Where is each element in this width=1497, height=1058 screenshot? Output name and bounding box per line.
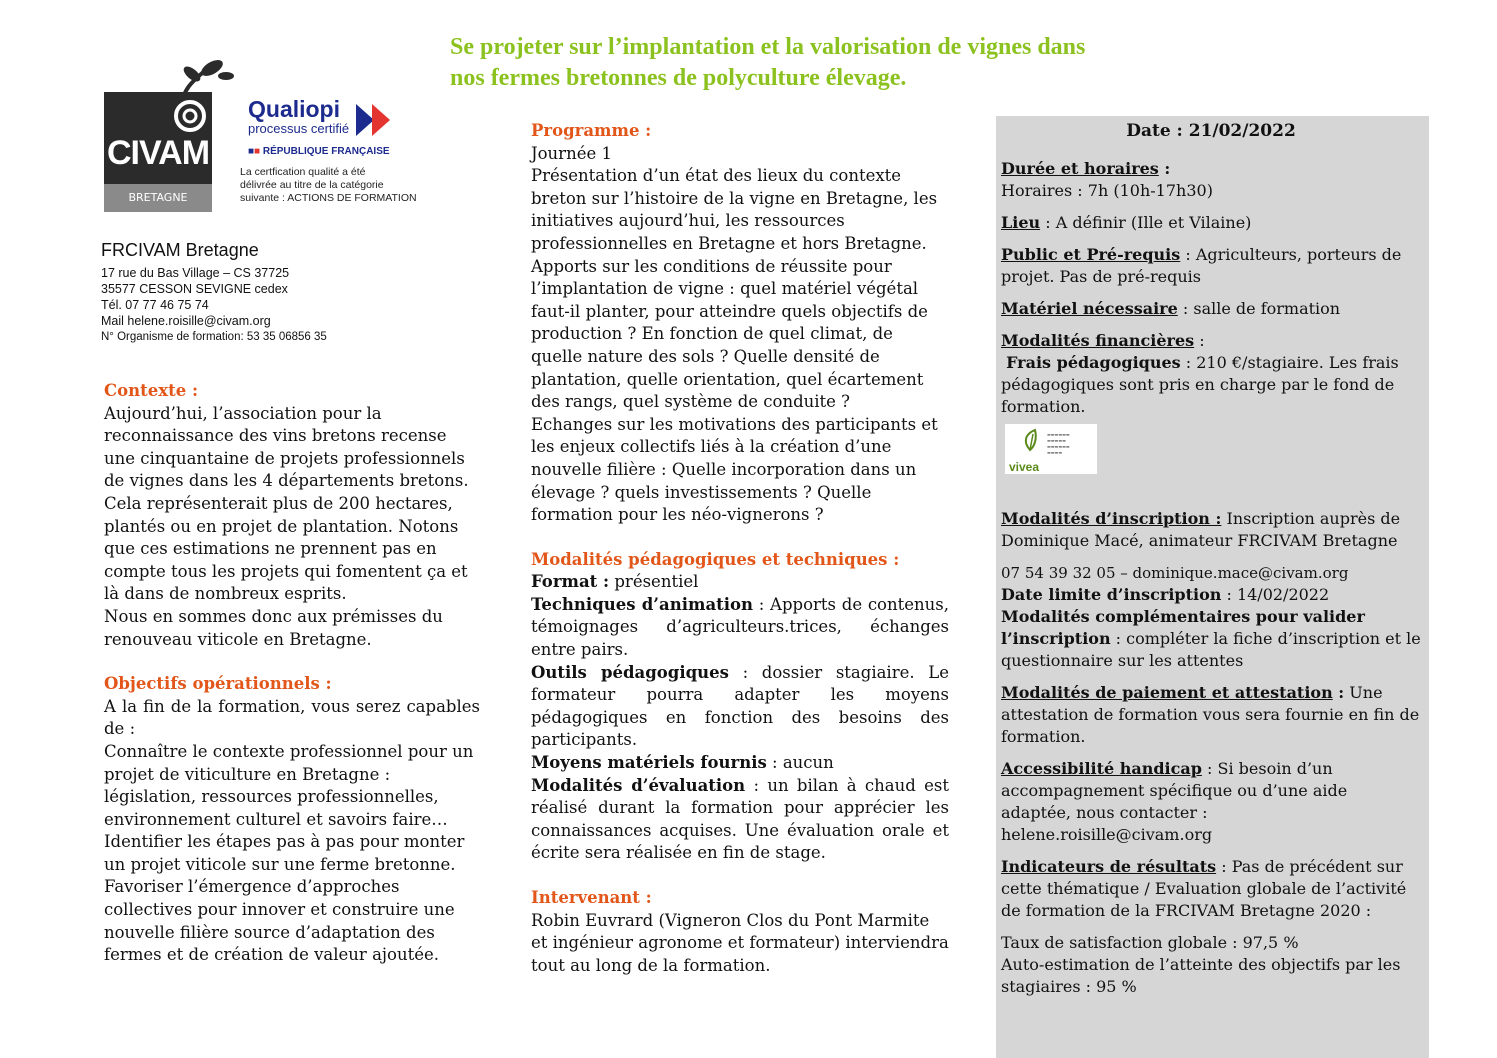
accessibilite-block: Accessibilité handicap : Si besoin d’un accompagnement spécifique ou d’une aide adaptée, nous contacter : helene.roisille@civam.org	[1001, 759, 1348, 844]
republique-francaise: ■■ RÉPUBLIQUE FRANÇAISE	[248, 146, 390, 157]
complementaires-block: Modalités complémentaires pour valider l’inscription : compléter la fiche d’inscription et le questionnaire sur les attentes	[1001, 607, 1421, 670]
programme-heading: Programme :	[531, 121, 652, 140]
objectifs-heading: Objectifs opérationnels :	[104, 674, 332, 694]
objectif-item: Identifier les étapes pas à pas pour monter un projet viticole sur une ferme bretonne.	[104, 832, 465, 874]
page-title	[450, 32, 1250, 94]
vivea-tagline: ▬▬▬▬▬▬ ▬▬▬▬▬ ▬▬▬▬▬▬ ▬▬▬▬	[1047, 432, 1070, 455]
auto-estimation: Auto-estimation de l’atteinte des objectifs par les stagiaires : 95 %	[1001, 955, 1401, 996]
duree-block: Durée et horaires : Horaires : 7h (10h-17h30)	[1001, 159, 1213, 200]
civam-logo	[104, 56, 212, 212]
programme-paragraph: Présentation d’un état des lieux du contexte breton sur l’histoire de la vigne en Bretagne, les initiatives aujourd’hui, les ressources professionnelles en Bretagne et hors Bretagne.	[531, 166, 938, 253]
qualiopi-name: Qualiopi	[248, 96, 340, 122]
programme-day: Journée 1	[531, 143, 612, 163]
org-address-1: 17 rue du Bas Village – CS 37725	[101, 266, 290, 280]
financement-block: Modalités financières : Frais pédagogiques : 210 €/stagiaire. Les frais pédagogiques sont pris en charge par le fond de formation.	[1001, 331, 1399, 416]
objectif-item: Favoriser l’émergence d’approches collectives pour innover et construire une nouvelle filière source d’adaptation des fermes et de création de valeur ajoutée.	[104, 877, 455, 965]
modalite-techniques: Techniques d’animation : Apports de contenus, témoignages d’agriculteurs.trices, échanges entre pairs.	[531, 594, 949, 660]
materiel-block: Matériel nécessaire : salle de formation	[1001, 299, 1341, 318]
info-panel	[996, 116, 1429, 1058]
qualiopi-subtitle: processus certifié	[248, 121, 350, 136]
contact-line: 07 54 39 32 05 – dominique.mace@civam.org	[1001, 564, 1349, 582]
certification-text: La certfication qualité a été délivrée au titre de la catégorie suivante : ACTIONS DE FORMATION	[240, 166, 417, 204]
paiement-block: Modalités de paiement et attestation : Une attestation de formation vous sera fournie en fin de formation.	[1001, 683, 1420, 746]
modalite-outils: Outils pédagogiques : dossier stagiaire. Le formateur pourra adapter les moyens pédagogiques en fonction des besoins des participants.	[531, 662, 949, 750]
org-name: FRCIVAM Bretagne	[101, 240, 259, 260]
intervenant-text: Robin Euvrard (Vigneron Clos du Pont Marmite et ingénieur agronome et formateur) interviendra tout au long de la formation.	[531, 910, 949, 975]
modalite-format: Format : présentiel	[531, 572, 699, 592]
vivea-logo	[1005, 424, 1097, 474]
civam-spiral-icon	[172, 96, 208, 136]
left-column	[104, 380, 480, 967]
intervenant-heading: Intervenant :	[531, 888, 652, 907]
vivea-leaf-icon	[1019, 428, 1041, 452]
org-phone: Tél. 07 77 46 75 74	[101, 298, 209, 312]
contexte-text: Aujourd’hui, l’association pour la reconnaissance des vins bretons recense une cinquantaine de projets professionnels de vignes dans les 4 départements bretons. Cela représenterait plus de 200 hectares, plantés ou en projet de plantation. Notons que ces estimations ne prennent pas en compte tous les projets qui fomentent ça et là dans de nombreux esprits.	[104, 403, 469, 604]
org-mail: Mail helene.roisille@civam.org	[101, 314, 271, 328]
objectifs-intro: A la fin de la formation, vous serez capables de :	[104, 696, 480, 739]
civam-wordmark: CIVAM	[106, 134, 210, 172]
modalite-evaluation: Modalités d’évaluation : un bilan à chaud est réalisé durant la formation pour apprécier les connaissances acquises. Une évaluation orale et écrite sera réalisée en fin de stage.	[531, 775, 949, 863]
organization-info	[101, 240, 421, 345]
objectif-item: Connaître le contexte professionnel pour un projet de viticulture en Bretagne : législation, ressources professionnelles, environnement culturel et savoirs faire…	[104, 741, 474, 829]
contexte-heading: Contexte :	[104, 381, 199, 400]
modalites-heading: Modalités pédagogiques et techniques :	[531, 549, 900, 569]
programme-paragraph: Apports sur les conditions de réussite pour l’implantation de vigne : quel matériel végétal faut-il planter, pour atteindre quels objectifs de production ? En fonction de quel climat, de quelle nature des sols ? Quelle densité de plantation, quelle orientation, quel écartement des rangs, quel système de conduite ?	[531, 256, 928, 412]
title-line-1: Se projeter sur l’implantation et la valorisation de vignes dans	[450, 34, 1086, 60]
public-block: Public et Pré-requis : Agriculteurs, porteurs de projet. Pas de pré-requis	[1001, 245, 1402, 286]
programme-paragraph: Echanges sur les motivations des participants et les enjeux collectifs liés à la création d’une nouvelle filière : Quelle incorporation dans un élevage ? quels investissements ? Quelle formation pour les néo-vignerons ?	[531, 414, 938, 525]
middle-column	[531, 120, 949, 977]
rf-flag-icon: ■	[248, 146, 255, 157]
contexte-text-2: Nous en sommes donc aux prémisses du renouveau viticole en Bretagne.	[104, 606, 443, 649]
lieu-block: Lieu : A définir (Ille et Vilaine)	[1001, 213, 1252, 232]
taux-satisfaction: Taux de satisfaction globale : 97,5 %	[1001, 933, 1299, 952]
date-limite-block: Date limite d’inscription : 14/02/2022	[1001, 585, 1330, 604]
modalite-moyens: Moyens matériels fournis : aucun	[531, 753, 834, 773]
org-number: N° Organisme de formation: 53 35 06856 35	[101, 331, 327, 343]
title-line-2: nos fermes bretonnes de polyculture élevage.	[450, 65, 907, 91]
org-address-2: 35577 CESSON SEVIGNE cedex	[101, 282, 288, 296]
vivea-wordmark: vivea	[1009, 460, 1040, 474]
civam-subtitle: BRETAGNE	[104, 184, 212, 212]
qualiopi-arrows-icon	[354, 102, 394, 138]
inscription-block: Modalités d’inscription : Inscription auprès de Dominique Macé, animateur FRCIVAM Bretagne	[1001, 509, 1401, 550]
qualiopi-logo	[240, 96, 448, 206]
indicateurs-block: Indicateurs de résultats : Pas de précédent sur cette thématique / Evaluation globale de l’activité de formation de la FRCIVAM Bretagne 2020 :	[1001, 857, 1407, 920]
training-date: Date : 21/02/2022	[1126, 121, 1296, 141]
